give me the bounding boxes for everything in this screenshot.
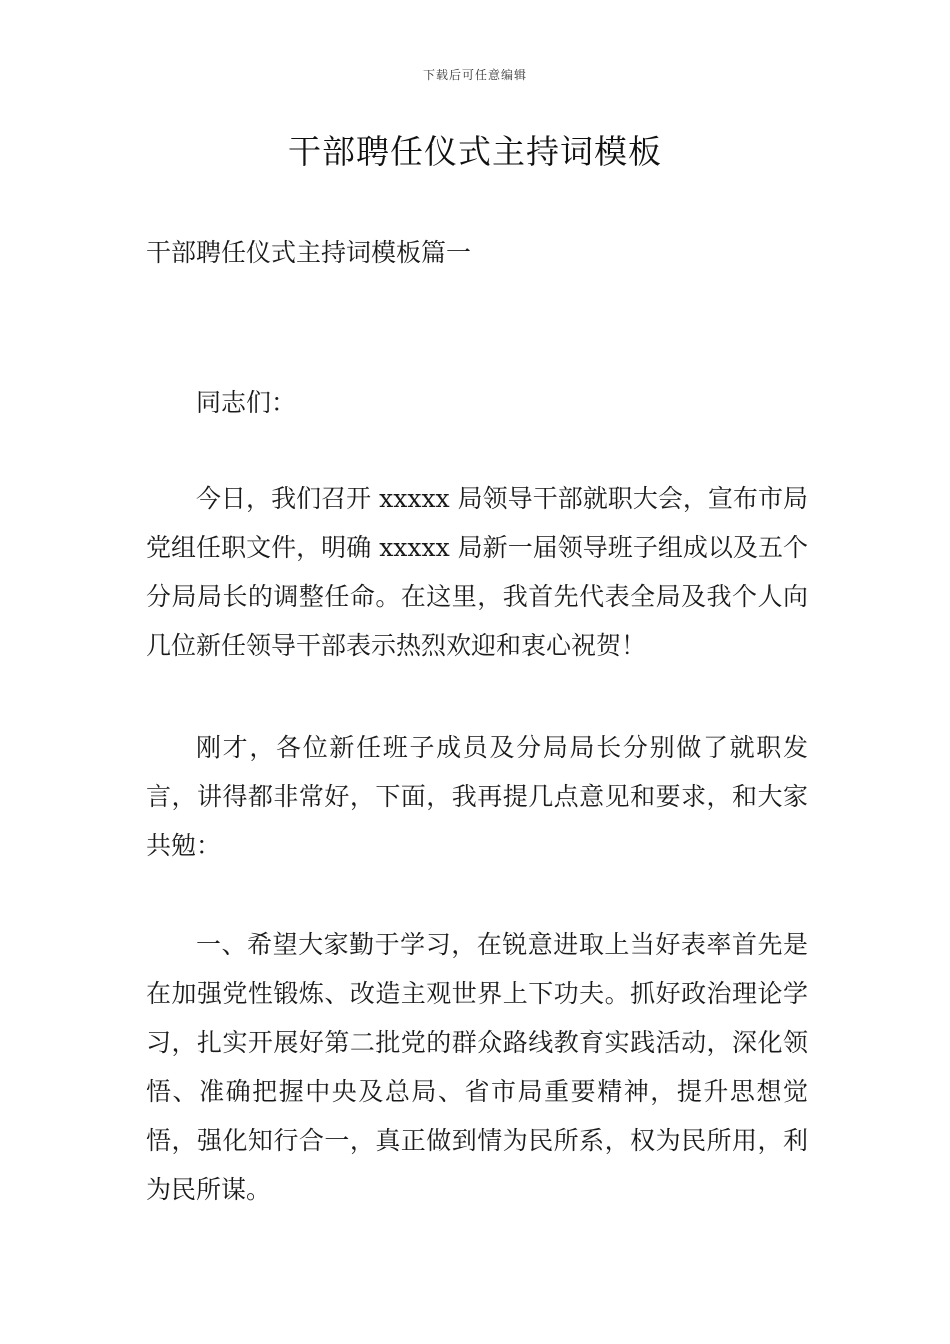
section-subtitle: 干部聘任仪式主持词模板篇一 [146,238,472,267]
greeting: 同志们： [196,388,297,417]
paragraph-2: 刚才，各位新任班子成员及分局局长分别做了就职发言，讲得都非常好，下面，我再提几点意见和要求，和大家共勉： [146,733,808,860]
paragraph-1: 今日，我们召开 xxxxx 局领导干部就职大会，宣布市局党组任职文件，明确 xxxxx 局新一届领导班子组成以及五个分局局长的调整任命。在这里，我首先代表全局及我个人向几位新任领导干部表示热烈欢迎和衷心祝贺！ [146,484,808,660]
document-title: 干部聘任仪式主持词模板 [288,132,662,171]
paragraph-3: 一、希望大家勤于学习，在锐意进取上当好表率首先是在加强党性锻炼、改造主观世界上下功夫。抓好政治理论学习，扎实开展好第二批党的群众路线教育实践活动，深化领悟、准确把握中央及总局、省市局重要精神，提升思想觉悟，强化知行合一，真正做到情为民所系，权为民所用，利为民所谋。 [146,930,808,1204]
header-note: 下载后可任意编辑 [422,68,527,82]
